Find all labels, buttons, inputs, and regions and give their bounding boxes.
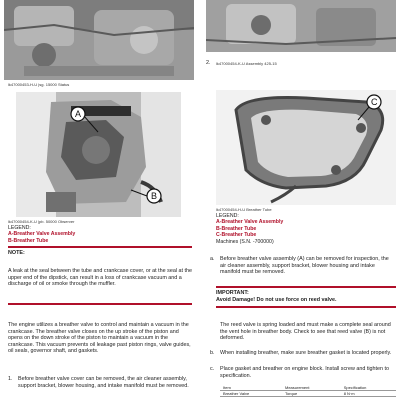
step-a-number: a. <box>210 256 215 262</box>
note-rule-top <box>8 246 192 248</box>
table-cell: Torque <box>282 391 341 397</box>
left-legend <box>8 225 194 244</box>
legend-title: LEGEND: <box>8 225 31 231</box>
photo-caption-2: lk47000454-K-U |pb. 50000 Observer <box>8 219 75 224</box>
note-rule-bottom <box>8 303 192 305</box>
photo-caption-3: lk47000454-H-U Breather Tube <box>216 207 272 212</box>
important-text: Avoid Damage! Do not use force on reed valve. <box>216 297 337 303</box>
important-rule-bottom <box>216 306 396 308</box>
left-column <box>4 0 194 400</box>
machines-serial-note: Machines (S.N. -700000) <box>216 238 274 245</box>
reed-valve-text: The reed valve is spring loaded and must make a complete seal around the vent hole in breather body. Check to see that reed valve (B) is not deformed. <box>220 322 391 342</box>
breather-tube-photo <box>216 90 396 205</box>
table-header: Item <box>220 385 282 391</box>
right-column <box>206 0 396 400</box>
callout-c-right: C <box>371 97 378 107</box>
legend-item: C-Breather Tube <box>216 232 257 239</box>
table-cell: Breather Valve <box>220 391 282 397</box>
legend-item: B-Breather Tube <box>8 237 49 244</box>
photo-caption-1: lk47000453-H-U |sg. 15000 Status <box>8 82 70 87</box>
step-a-text: Before breather valve assembly (A) can be removed for inspection, the air cleaner assembly, support bracket, blower housing and intake manifold must be removed. <box>220 256 389 276</box>
callout-a-left: A <box>75 109 82 119</box>
step-2-caption: lk47000454-K-U Assembly 425-15 <box>216 61 277 66</box>
engine-top-photo <box>4 0 194 80</box>
step-b-text: When installing breather, make sure breather gasket is located properly. <box>220 350 392 356</box>
engine-top-photo-right <box>206 0 396 52</box>
table-header: Measurement <box>282 385 341 391</box>
right-legend <box>216 213 396 245</box>
legend-item: A-Breather Valve Assembly <box>216 219 284 226</box>
step-b-number: b. <box>210 350 215 356</box>
step-1-number: 1. <box>8 376 13 382</box>
torque-spec-table <box>220 385 396 397</box>
callout-b-left: B <box>151 191 158 201</box>
step-c-text: Place gasket and breather on engine block. Install screw and tighten to specification. <box>220 366 390 379</box>
legend-item: B-Breather Tube <box>216 225 257 232</box>
step-2-number: 2. <box>206 60 211 66</box>
table-row <box>220 391 396 397</box>
breather-engine-photo <box>16 92 181 217</box>
step-c-number: c. <box>210 366 215 372</box>
important-heading: IMPORTANT: <box>216 290 249 296</box>
step-1-text: Before breather valve cover can be removed, the air cleaner assembly, support bracket, blower housing, and intake manifold must be removed. <box>18 376 189 389</box>
body-text: The engine utilizes a breather valve to control and maintain a vacuum in the crankcase. The breather valve closes on the up stroke of the piston and opens on the down stroke of the piston to maintain a vacuum in the crankcase. This vacuum prevents oil leakage past piston rings, valve guides, oil seals, governor shaft, and gaskets. <box>8 322 191 355</box>
note-text: A leak at the seal between the tube and crankcase cover, or at the seal at the upper end of the dipstick, can result in a loss of crankcase vacuum and a discharge of oil or smoke through the muffler. <box>8 268 192 288</box>
legend-title: LEGEND: <box>216 213 239 219</box>
legend-item: A-Breather Valve Assembly <box>8 231 76 238</box>
important-rule-top <box>216 286 396 288</box>
table-cell: 8 N·m <box>341 391 396 397</box>
note-heading: NOTE: <box>8 250 25 256</box>
table-header: Specification <box>341 385 396 391</box>
